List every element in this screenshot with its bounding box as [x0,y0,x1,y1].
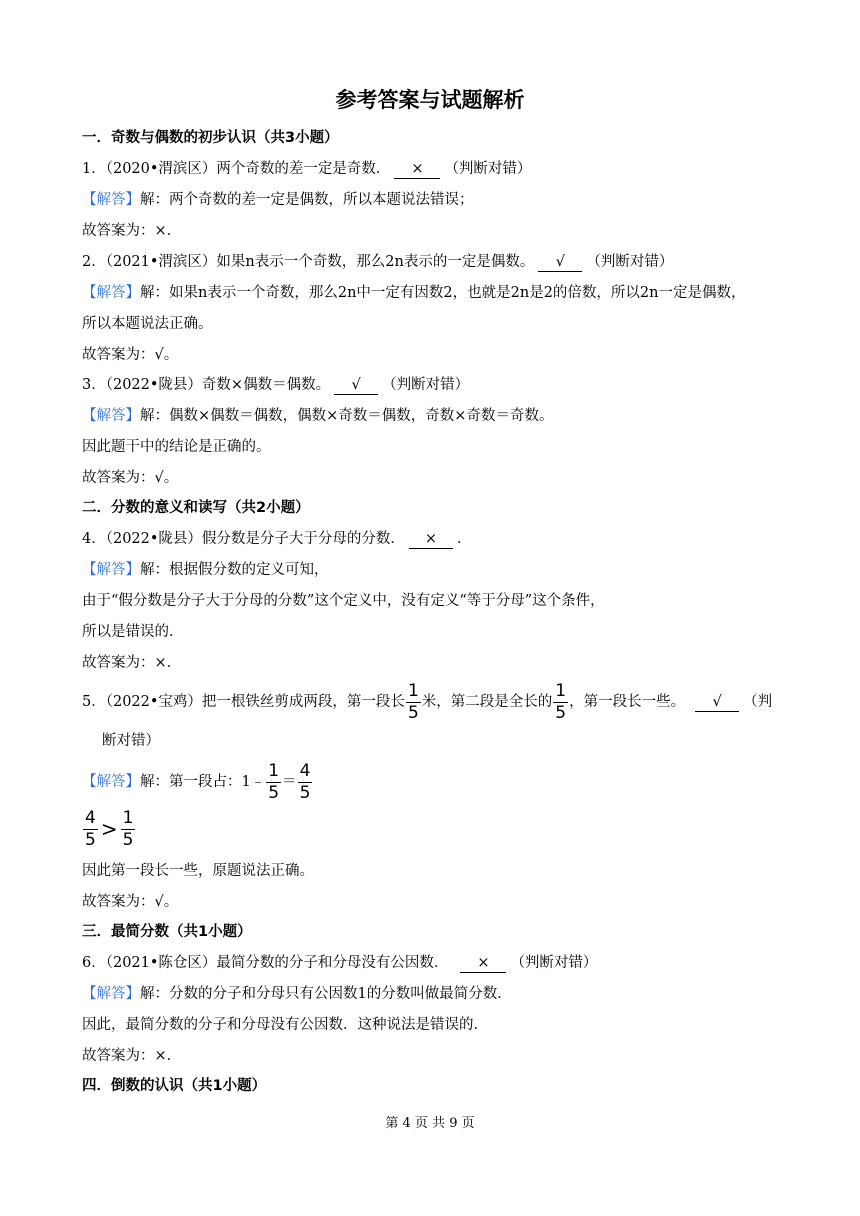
solution-text: 解：如果n表示一个奇数，那么2n中一定有因数2，也就是2n是2的倍数，所以2n一定是偶数， [140,285,746,301]
fraction-numerator: 1 [268,760,280,781]
question-4-stem: 4．（2022•陇县）假分数是分子大于分母的分数． [82,531,405,547]
question-5-stem-c: ，第一段长一些。 [569,694,686,710]
question-2-suffix: （判断对错） [586,254,674,270]
question-3-final: 故答案为：√。 [82,470,179,486]
fraction-one-fifth [266,760,281,803]
fraction-denominator: 5 [122,829,134,850]
question-6-solution-cont: 因此，最简分数的分子和分母没有公因数．这种说法是错误的． [82,1017,488,1033]
fraction-numerator: 1 [122,807,134,828]
question-3-solution-cont: 因此题干中的结论是正确的。 [82,439,271,455]
fraction-one-fifth [121,807,136,850]
question-2-answer: √ [538,253,582,272]
question-5-suffix-cont: 断对错） [102,733,160,749]
question-4-solution-cont2: 所以是错误的． [82,624,184,640]
question-4-suffix: ． [456,531,472,547]
fraction-one-fifth [406,680,421,723]
question-6-suffix: （判断对错） [510,955,598,971]
equals-sign: ＝ [282,774,297,790]
question-5-suffix: （判 [743,694,773,710]
fraction-numerator: 4 [85,807,96,828]
solution-text: 解：偶数×偶数＝偶数，偶数×奇数＝偶数，奇数×奇数＝奇数。 [140,408,554,424]
fraction-denominator: 5 [407,702,419,723]
question-3-answer: √ [334,376,378,395]
solution-tag: 【解答】 [82,408,140,424]
question-5-answer: √ [695,693,739,712]
question-5-final: 故答案为：√。 [82,894,179,910]
question-2 [82,252,673,272]
question-5-comparison [82,809,136,849]
fraction-denominator: 5 [299,782,311,803]
question-2-stem: 2．（2021•渭滨区）如果n表示一个奇数，那么2n表示的一定是偶数。 [82,254,535,270]
solution-tag: 【解答】 [82,774,140,790]
solution-text: 解：根据假分数的定义可知， [140,562,329,578]
fraction-denominator: 5 [268,782,280,803]
solution-tag: 【解答】 [82,285,140,301]
question-3-stem: 3．（2022•陇县）奇数×偶数＝偶数。 [82,377,331,393]
question-5 [82,682,772,722]
solution-tag: 【解答】 [82,192,140,208]
question-5-solution [82,762,313,802]
question-5-conclusion: 因此第一段长一些，原题说法正确。 [82,863,314,879]
solution-text: 解：两个奇数的差一定是偶数，所以本题说法错误； [140,192,474,208]
solution-tag: 【解答】 [82,986,140,1002]
question-1-final: 故答案为：×． [82,223,182,239]
greater-than-sign: > [100,817,118,841]
solution-text: 解：分数的分子和分母只有公因数1的分数叫做最简分数． [140,986,512,1002]
question-1-suffix: （判断对错） [444,161,532,177]
question-3 [82,375,469,395]
fraction-one-fifth [553,680,568,723]
fraction-denominator: 5 [555,702,567,723]
fraction-numerator: 1 [555,680,567,701]
question-4-solution-cont: 由于“假分数是分子大于分母的分数”这个定义中，没有定义“等于分母”这个条件， [82,593,605,609]
fraction-four-fifths [298,760,313,803]
question-4-final: 故答案为：×． [82,655,182,671]
question-4-solution [82,560,329,580]
page-title: 参考答案与试题解析 [335,88,525,112]
question-6-solution [82,984,512,1004]
fraction-denominator: 5 [85,829,96,850]
question-2-final: 故答案为：√。 [82,347,179,363]
section-heading-1: 一．奇数与偶数的初步认识（共3小题） [82,130,339,146]
solution-tag: 【解答】 [82,562,140,578]
question-3-solution [82,406,553,426]
question-1-stem: 1．（2020•渭滨区）两个奇数的差一定是奇数． [82,161,391,177]
question-2-solution-cont: 所以本题说法正确。 [82,316,213,332]
fraction-numerator: 4 [299,760,311,781]
question-6-answer: × [460,954,506,973]
question-1 [82,159,531,179]
question-6 [82,953,597,973]
question-1-answer: × [394,160,440,179]
question-5-stem-b: 米，第二段是全长的 [421,694,553,710]
page-footer: 第 4 页 共 9 页 [385,1116,475,1131]
section-heading-2: 二．分数的意义和读写（共2小题） [82,500,310,516]
section-heading-3: 三．最简分数（共1小题） [82,924,252,940]
question-6-stem: 6．（2021•陈仓区）最简分数的分子和分母没有公因数． [82,955,449,971]
section-heading-4: 四．倒数的认识（共1小题） [82,1078,267,1094]
fraction-four-fifths [83,807,98,850]
question-5-stem-a: 5．（2022•宝鸡）把一根铁丝剪成两段，第一段长 [82,694,405,710]
fraction-numerator: 1 [407,680,419,701]
question-1-solution [82,190,474,210]
question-3-suffix: （判断对错） [382,377,470,393]
question-6-final: 故答案为：×． [82,1048,182,1064]
question-4-answer: × [409,530,453,549]
question-2-solution [82,283,745,303]
question-4 [82,529,471,549]
solution-text: 解：第一段占：1﹣ [140,774,266,790]
